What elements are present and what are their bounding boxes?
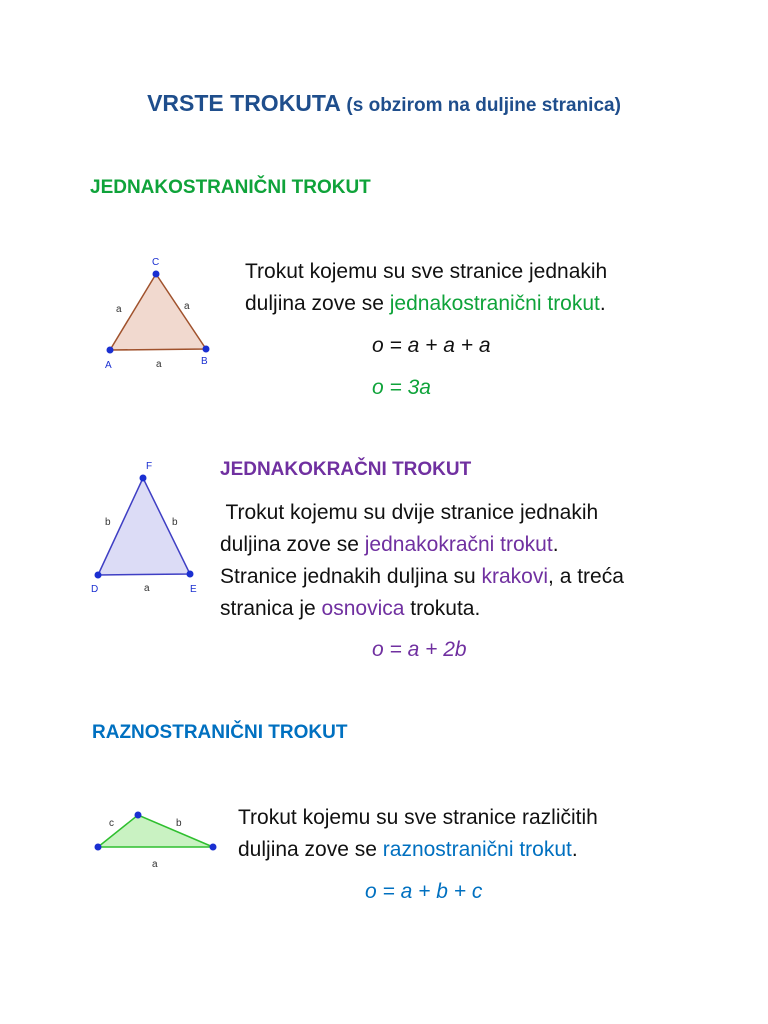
isosceles-line1: Trokut kojemu su dvije stranice jednakih [220, 501, 599, 524]
scalene-description [238, 802, 598, 866]
page-title [0, 90, 768, 117]
side-de-label: a [144, 583, 150, 594]
scalene-term: raznostranični trokut [382, 838, 572, 861]
scalene-line2: duljina zove se raznostranični trokut. [238, 838, 578, 861]
vertex-d-label: D [91, 584, 99, 595]
equilateral-heading: JEDNAKOSTRANIČNI TROKUT [90, 177, 371, 198]
vertex-a-point [107, 347, 114, 354]
scalene-vertex-top-point [135, 812, 142, 819]
scalene-triangle-shape [98, 815, 213, 847]
scalene-triangle-diagram [85, 800, 230, 880]
scalene-heading: RAZNOSTRANIČNI TROKUT [92, 722, 348, 743]
scalene-formula: o = a + b + c [365, 880, 483, 903]
side-ac-label: a [116, 304, 122, 315]
equilateral-triangle-diagram [95, 252, 235, 374]
isosceles-line2: duljina zove se jednakokračni trokut. [220, 533, 559, 556]
vertex-d-point [95, 572, 102, 579]
side-bc-label: a [184, 301, 190, 312]
equilateral-triangle-shape [110, 274, 206, 350]
equilateral-formula-2: o = 3a [372, 376, 431, 399]
side-c-label: c [109, 818, 114, 829]
osnovica-term: osnovica [321, 597, 405, 620]
equilateral-description [245, 256, 607, 320]
vertex-e-label: E [190, 584, 197, 595]
equilateral-formula-1: o = a + a + a [372, 334, 491, 357]
isosceles-formula: o = a + 2b [372, 638, 467, 661]
vertex-f-label: F [146, 461, 153, 472]
isosceles-triangle-diagram [80, 452, 210, 600]
vertex-b-label: B [201, 356, 208, 367]
side-ef-label: b [172, 517, 178, 528]
isosceles-term: jednakokračni trokut [364, 533, 553, 556]
isosceles-description [220, 497, 624, 625]
isosceles-line4: stranica je osnovica trokuta. [220, 597, 481, 620]
isosceles-heading: JEDNAKOKRAČNI TROKUT [220, 459, 472, 480]
vertex-f-point [140, 475, 147, 482]
krakovi-term: krakovi [481, 565, 549, 588]
side-df-label: b [105, 517, 111, 528]
equilateral-term: jednakostranični trokut [389, 292, 600, 315]
scalene-vertex-left-point [95, 844, 102, 851]
title-sub: (s obzirom na duljine stranica) [346, 95, 621, 116]
side-b-label: b [176, 818, 182, 829]
vertex-c-point [153, 271, 160, 278]
vertex-a-label: A [105, 360, 112, 371]
vertex-b-point [203, 346, 210, 353]
side-ab-label: a [156, 359, 162, 370]
vertex-e-point [187, 571, 194, 578]
isosceles-line3: Stranice jednakih duljina su krakovi, a treća [220, 565, 624, 588]
scalene-line1: Trokut kojemu su sve stranice različitih [238, 806, 598, 829]
title-main: VRSTE TROKUTA [147, 90, 341, 116]
vertex-c-label: C [152, 257, 160, 268]
equilateral-line2: duljina zove se jednakostranični trokut. [245, 292, 606, 315]
equilateral-line1: Trokut kojemu su sve stranice jednakih [245, 260, 608, 283]
scalene-vertex-right-point [210, 844, 217, 851]
side-a-label: a [152, 859, 158, 870]
